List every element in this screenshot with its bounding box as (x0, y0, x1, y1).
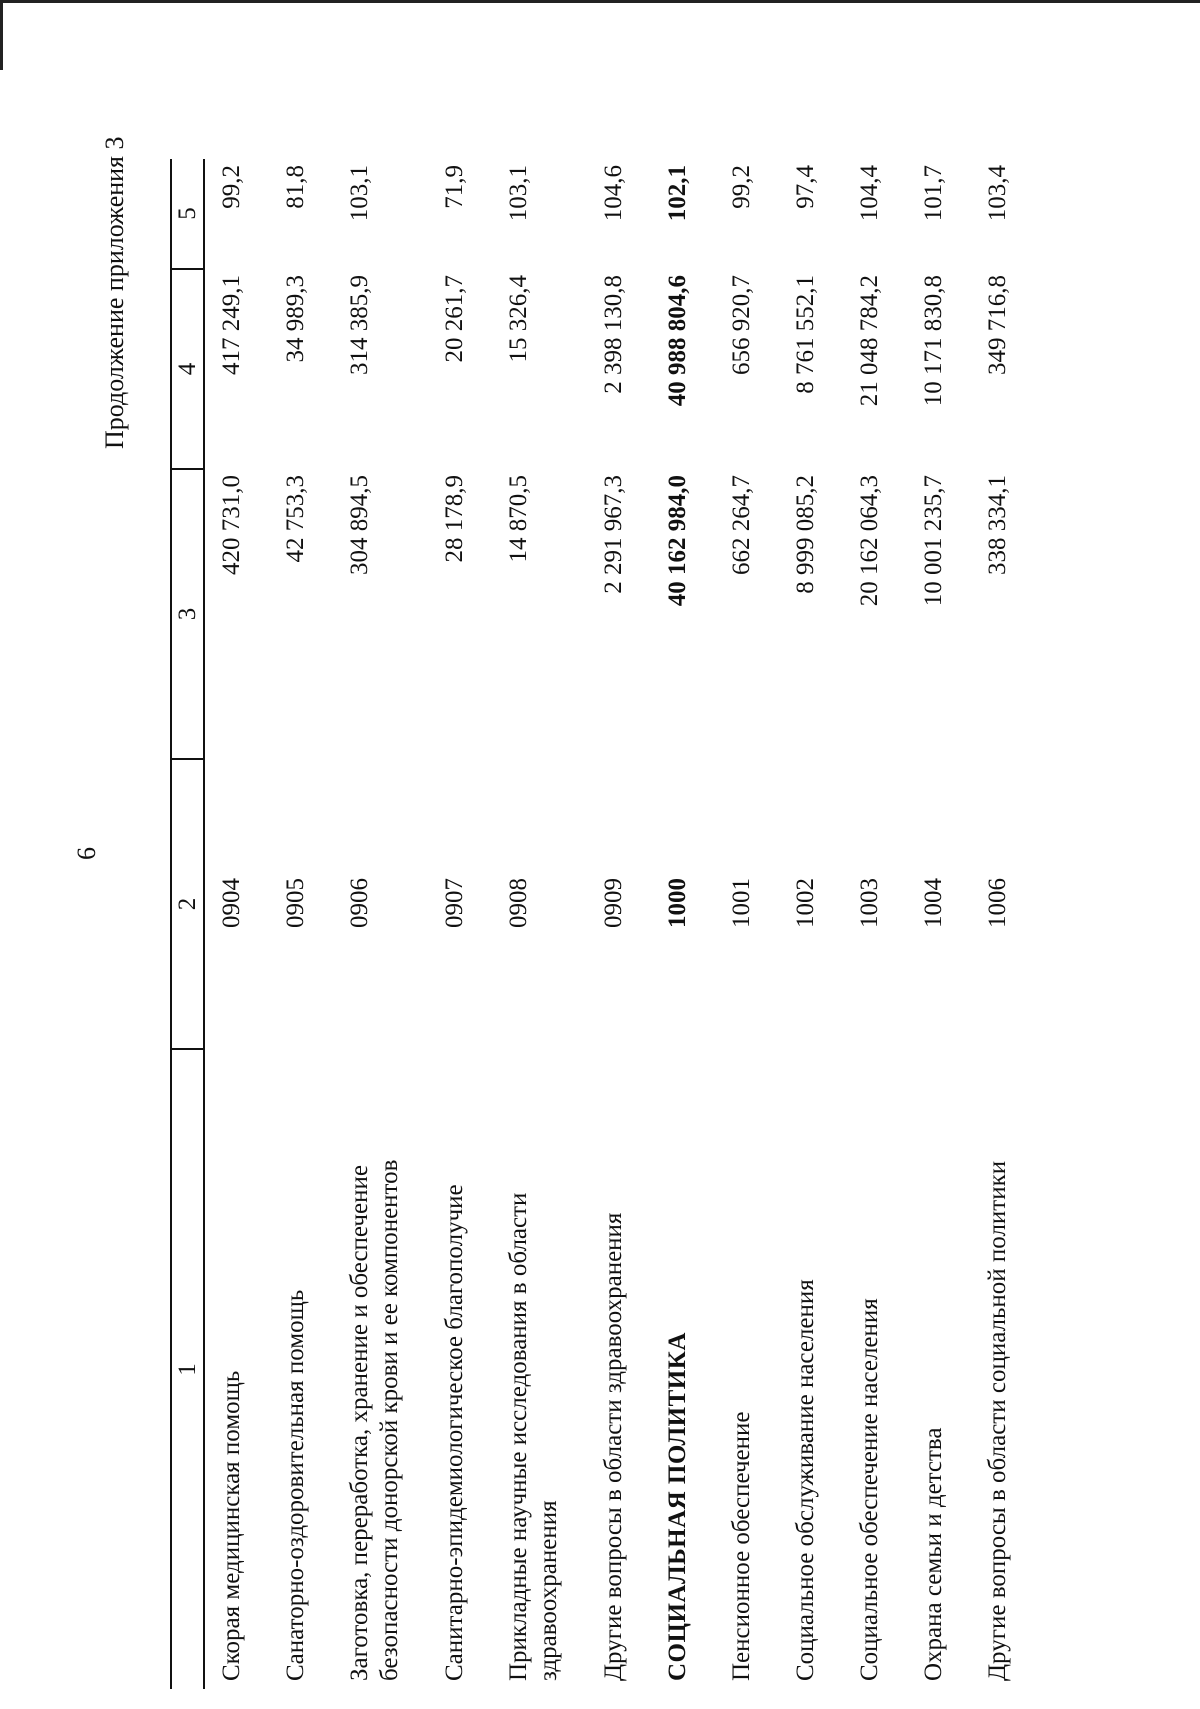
row-value-col5: 71,9 (441, 165, 468, 209)
row-name: Санаторно-оздоровительная помощь (282, 1289, 309, 1681)
row-name: Другие вопросы в области здравоохранения (600, 1212, 627, 1681)
row-value-col3: 20 162 064,3 (856, 475, 883, 607)
header-col-2: 2 (171, 759, 204, 1049)
row-value-col4: 40 988 804,6 (664, 275, 691, 407)
row-value-col5: 103,4 (984, 165, 1011, 222)
row-value-col4: 417 249,1 (218, 275, 245, 375)
row-name: Социальное обеспечение населения (856, 1298, 883, 1681)
row-value-col5: 99,2 (728, 165, 755, 209)
row-code: 1001 (728, 878, 755, 928)
row-value-col4: 10 171 830,8 (920, 275, 947, 407)
table-row (651, 159, 715, 1689)
row-code: 1000 (664, 878, 691, 928)
header-col-5: 5 (171, 159, 204, 269)
row-value-col5: 99,2 (218, 165, 245, 209)
table-row (492, 159, 587, 1689)
row-code: 0908 (505, 878, 532, 928)
row-code: 0907 (441, 878, 468, 928)
row-code: 1003 (856, 878, 883, 928)
header-row (171, 159, 204, 1689)
row-code: 0904 (218, 878, 245, 928)
row-code: 1002 (792, 878, 819, 928)
row-value-col4: 20 261,7 (441, 275, 468, 363)
table-row (587, 159, 651, 1689)
table-body (204, 159, 1035, 1689)
table-row (715, 159, 779, 1689)
row-value-col5: 102,1 (664, 165, 691, 222)
row-value-col4: 656 920,7 (728, 275, 755, 375)
row-value-col3: 304 894,5 (346, 475, 373, 575)
row-value-col3: 420 731,0 (218, 475, 245, 575)
row-value-col3: 42 753,3 (282, 475, 309, 563)
header-col-1: 1 (171, 1049, 204, 1689)
row-name: Охрана семьи и детства (920, 1427, 947, 1681)
row-code: 0905 (282, 878, 309, 928)
row-value-col5: 97,4 (792, 165, 819, 209)
row-value-col4: 2 398 130,8 (600, 275, 627, 394)
row-value-col3: 40 162 984,0 (664, 475, 691, 607)
row-value-col3: 338 334,1 (984, 475, 1011, 575)
row-code: 1004 (920, 878, 947, 928)
row-name: Скорая медицинская помощь (218, 1370, 245, 1681)
row-value-col4: 8 761 552,1 (792, 275, 819, 394)
row-value-col4: 21 048 784,2 (856, 275, 883, 407)
header-col-3: 3 (171, 469, 204, 759)
row-value-col4: 15 326,4 (505, 275, 532, 363)
table-row (971, 159, 1035, 1689)
row-name: Санитарно-эпидемиологическое благополучие (441, 1184, 468, 1681)
table-row (779, 159, 843, 1689)
row-value-col3: 28 178,9 (441, 475, 468, 563)
table-row (843, 159, 907, 1689)
row-value-col4: 349 716,8 (984, 275, 1011, 375)
row-name: Заготовка, переработка, хранение и обеспечение безопасности донорской крови и ее компонентов (346, 1159, 403, 1681)
row-name: Социальное обслуживание населения (792, 1279, 819, 1681)
row-code: 0909 (600, 878, 627, 928)
row-value-col5: 81,8 (282, 165, 309, 209)
table-row (428, 159, 492, 1689)
appendix-title: Продолжение приложения 3 (100, 136, 129, 449)
row-name: СОЦИАЛЬНАЯ ПОЛИТИКА (664, 1332, 691, 1681)
row-value-col5: 104,4 (856, 165, 883, 222)
header-col-4: 4 (171, 269, 204, 469)
row-code: 1006 (984, 878, 1011, 928)
row-value-col5: 103,1 (346, 165, 373, 222)
row-code: 0906 (346, 878, 373, 928)
row-value-col4: 314 385,9 (346, 275, 373, 375)
row-name: Пенсионное обеспечение (728, 1411, 755, 1681)
page-number: 6 (72, 847, 101, 860)
budget-table (170, 159, 1035, 1689)
row-value-col4: 34 989,3 (282, 275, 309, 363)
table-row (333, 159, 428, 1689)
row-value-col3: 2 291 967,3 (600, 475, 627, 594)
row-value-col3: 10 001 235,7 (920, 475, 947, 607)
row-value-col5: 101,7 (920, 165, 947, 222)
row-value-col3: 14 870,5 (505, 475, 532, 563)
row-value-col5: 103,1 (505, 165, 532, 222)
table-row (907, 159, 971, 1689)
row-name: Другие вопросы в области социальной политики (984, 1160, 1011, 1681)
table-row (269, 159, 333, 1689)
row-value-col3: 8 999 085,2 (792, 475, 819, 594)
row-value-col5: 104,6 (600, 165, 627, 222)
table-row (204, 159, 269, 1689)
row-name: Прикладные научные исследования в области здравоохранения (505, 1192, 562, 1681)
row-value-col3: 662 264,7 (728, 475, 755, 575)
